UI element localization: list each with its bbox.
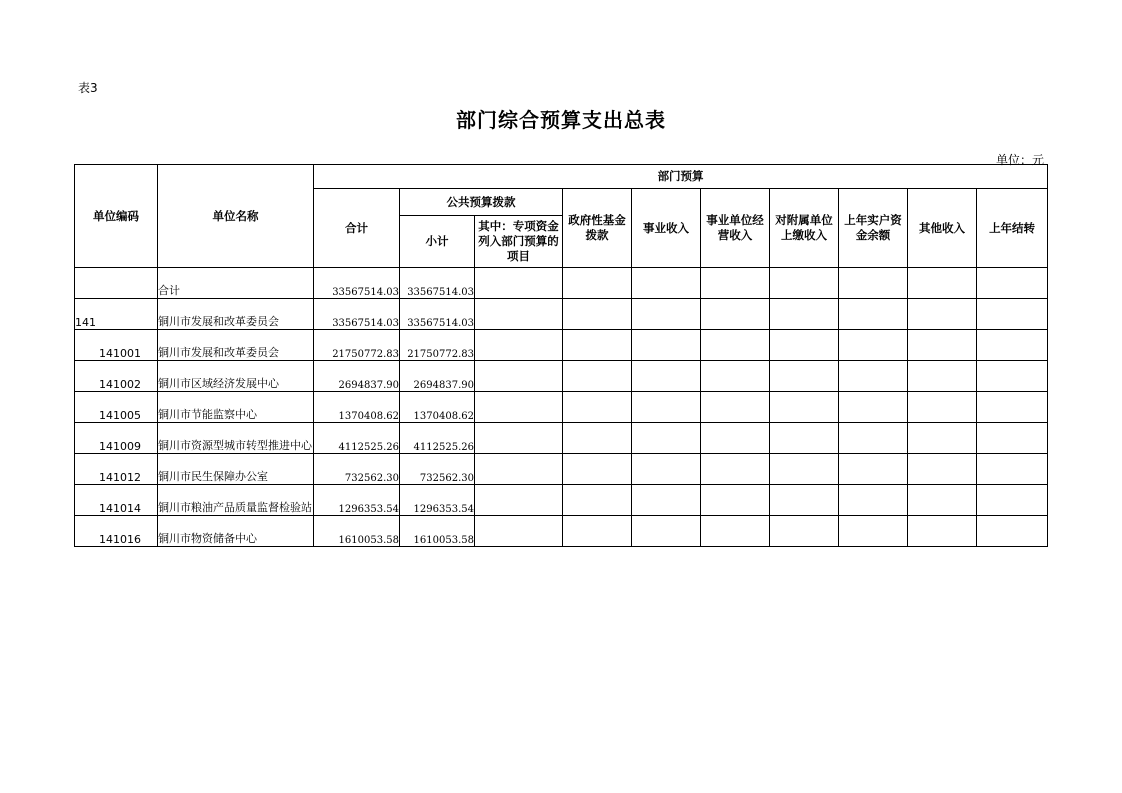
header-career-income: 事业收入 <box>632 189 701 268</box>
cell-name: 铜川市民生保障办公室 <box>158 454 314 485</box>
cell-subtotal: 732562.30 <box>400 454 475 485</box>
cell-prev-balance <box>839 392 908 423</box>
cell-total: 2694837.90 <box>314 361 400 392</box>
cell-operating-income <box>701 361 770 392</box>
cell-total: 21750772.83 <box>314 330 400 361</box>
table-row <box>75 361 1048 392</box>
cell-prev-carryover <box>977 423 1048 454</box>
cell-code: 141009 <box>75 423 158 454</box>
cell-other-income <box>908 423 977 454</box>
cell-special <box>475 330 563 361</box>
cell-subordinate-income <box>770 361 839 392</box>
cell-career-income <box>632 392 701 423</box>
cell-career-income <box>632 330 701 361</box>
cell-code: 141014 <box>75 485 158 516</box>
cell-subordinate-income <box>770 392 839 423</box>
cell-prev-balance <box>839 268 908 299</box>
cell-gov-fund <box>563 361 632 392</box>
table-row <box>75 299 1048 330</box>
cell-code: 141001 <box>75 330 158 361</box>
header-prev-carryover: 上年结转 <box>977 189 1048 268</box>
unit-label: 单位：元 <box>995 153 1044 167</box>
header-code: 单位编码 <box>75 165 158 268</box>
header-total: 合计 <box>314 189 400 268</box>
cell-other-income <box>908 516 977 547</box>
cell-special <box>475 516 563 547</box>
cell-special <box>475 299 563 330</box>
cell-name: 铜川市物资储备中心 <box>158 516 314 547</box>
cell-subtotal: 33567514.03 <box>400 299 475 330</box>
cell-special <box>475 485 563 516</box>
cell-subtotal: 1296353.54 <box>400 485 475 516</box>
cell-name: 铜川市粮油产品质量监督检验站 <box>158 485 314 516</box>
cell-gov-fund <box>563 330 632 361</box>
cell-total: 1610053.58 <box>314 516 400 547</box>
cell-other-income <box>908 268 977 299</box>
cell-prev-carryover <box>977 268 1048 299</box>
cell-name: 铜川市发展和改革委员会 <box>158 330 314 361</box>
cell-gov-fund <box>563 454 632 485</box>
cell-prev-carryover <box>977 454 1048 485</box>
cell-gov-fund <box>563 299 632 330</box>
header-subtotal: 小计 <box>400 216 475 268</box>
table-number: 表3 <box>78 81 98 95</box>
cell-code <box>75 268 158 299</box>
cell-operating-income <box>701 299 770 330</box>
header-name: 单位名称 <box>158 165 314 268</box>
cell-prev-balance <box>839 485 908 516</box>
cell-subordinate-income <box>770 299 839 330</box>
cell-subtotal: 1610053.58 <box>400 516 475 547</box>
cell-gov-fund <box>563 516 632 547</box>
cell-other-income <box>908 392 977 423</box>
cell-prev-balance <box>839 516 908 547</box>
cell-code: 141005 <box>75 392 158 423</box>
cell-gov-fund <box>563 392 632 423</box>
cell-career-income <box>632 268 701 299</box>
cell-total: 4112525.26 <box>314 423 400 454</box>
cell-name: 铜川市发展和改革委员会 <box>158 299 314 330</box>
cell-other-income <box>908 330 977 361</box>
cell-operating-income <box>701 392 770 423</box>
cell-career-income <box>632 485 701 516</box>
cell-career-income <box>632 516 701 547</box>
cell-total: 1296353.54 <box>314 485 400 516</box>
cell-other-income <box>908 299 977 330</box>
header-operating-income: 事业单位经营收入 <box>701 189 770 268</box>
header-special: 其中：专项资金列入部门预算的项目 <box>475 216 563 268</box>
cell-code: 141016 <box>75 516 158 547</box>
cell-name: 铜川市区域经济发展中心 <box>158 361 314 392</box>
cell-other-income <box>908 454 977 485</box>
table-row <box>75 485 1048 516</box>
cell-prev-balance <box>839 361 908 392</box>
cell-subtotal: 2694837.90 <box>400 361 475 392</box>
cell-total: 33567514.03 <box>314 299 400 330</box>
page-title: 部门综合预算支出总表 <box>456 108 666 132</box>
header-other-income: 其他收入 <box>908 189 977 268</box>
cell-career-income <box>632 454 701 485</box>
cell-prev-carryover <box>977 392 1048 423</box>
header-public-budget: 公共预算拨款 <box>400 189 563 216</box>
cell-prev-balance <box>839 423 908 454</box>
cell-other-income <box>908 485 977 516</box>
cell-operating-income <box>701 516 770 547</box>
cell-code: 141002 <box>75 361 158 392</box>
cell-operating-income <box>701 268 770 299</box>
header-subordinate-income: 对附属单位上缴收入 <box>770 189 839 268</box>
cell-prev-carryover <box>977 299 1048 330</box>
cell-subordinate-income <box>770 454 839 485</box>
cell-subtotal: 1370408.62 <box>400 392 475 423</box>
cell-operating-income <box>701 454 770 485</box>
cell-gov-fund <box>563 423 632 454</box>
budget-table <box>74 164 1048 547</box>
cell-prev-carryover <box>977 330 1048 361</box>
cell-name: 铜川市资源型城市转型推进中心 <box>158 423 314 454</box>
cell-total: 732562.30 <box>314 454 400 485</box>
table-row <box>75 392 1048 423</box>
cell-operating-income <box>701 330 770 361</box>
cell-prev-balance <box>839 330 908 361</box>
cell-prev-carryover <box>977 485 1048 516</box>
cell-special <box>475 454 563 485</box>
cell-gov-fund <box>563 485 632 516</box>
table-row <box>75 516 1048 547</box>
cell-total: 33567514.03 <box>314 268 400 299</box>
cell-subtotal: 4112525.26 <box>400 423 475 454</box>
cell-subordinate-income <box>770 485 839 516</box>
table-row <box>75 454 1048 485</box>
header-dept-budget: 部门预算 <box>314 165 1048 189</box>
cell-career-income <box>632 299 701 330</box>
cell-gov-fund <box>563 268 632 299</box>
cell-special <box>475 423 563 454</box>
cell-subordinate-income <box>770 423 839 454</box>
cell-name: 铜川市节能监察中心 <box>158 392 314 423</box>
table-row <box>75 423 1048 454</box>
cell-operating-income <box>701 485 770 516</box>
cell-special <box>475 361 563 392</box>
cell-prev-carryover <box>977 361 1048 392</box>
header-gov-fund: 政府性基金拨款 <box>563 189 632 268</box>
cell-special <box>475 268 563 299</box>
cell-subtotal: 33567514.03 <box>400 268 475 299</box>
cell-operating-income <box>701 423 770 454</box>
cell-prev-carryover <box>977 516 1048 547</box>
cell-code: 141 <box>75 299 158 330</box>
cell-prev-balance <box>839 454 908 485</box>
cell-career-income <box>632 361 701 392</box>
cell-other-income <box>908 361 977 392</box>
cell-total: 1370408.62 <box>314 392 400 423</box>
cell-subtotal: 21750772.83 <box>400 330 475 361</box>
cell-prev-balance <box>839 299 908 330</box>
table-row <box>75 330 1048 361</box>
cell-subordinate-income <box>770 268 839 299</box>
table-row <box>75 268 1048 299</box>
cell-career-income <box>632 423 701 454</box>
cell-subordinate-income <box>770 330 839 361</box>
cell-subordinate-income <box>770 516 839 547</box>
cell-code: 141012 <box>75 454 158 485</box>
cell-name: 合计 <box>158 268 314 299</box>
cell-special <box>475 392 563 423</box>
header-prev-balance: 上年实户资金余额 <box>839 189 908 268</box>
